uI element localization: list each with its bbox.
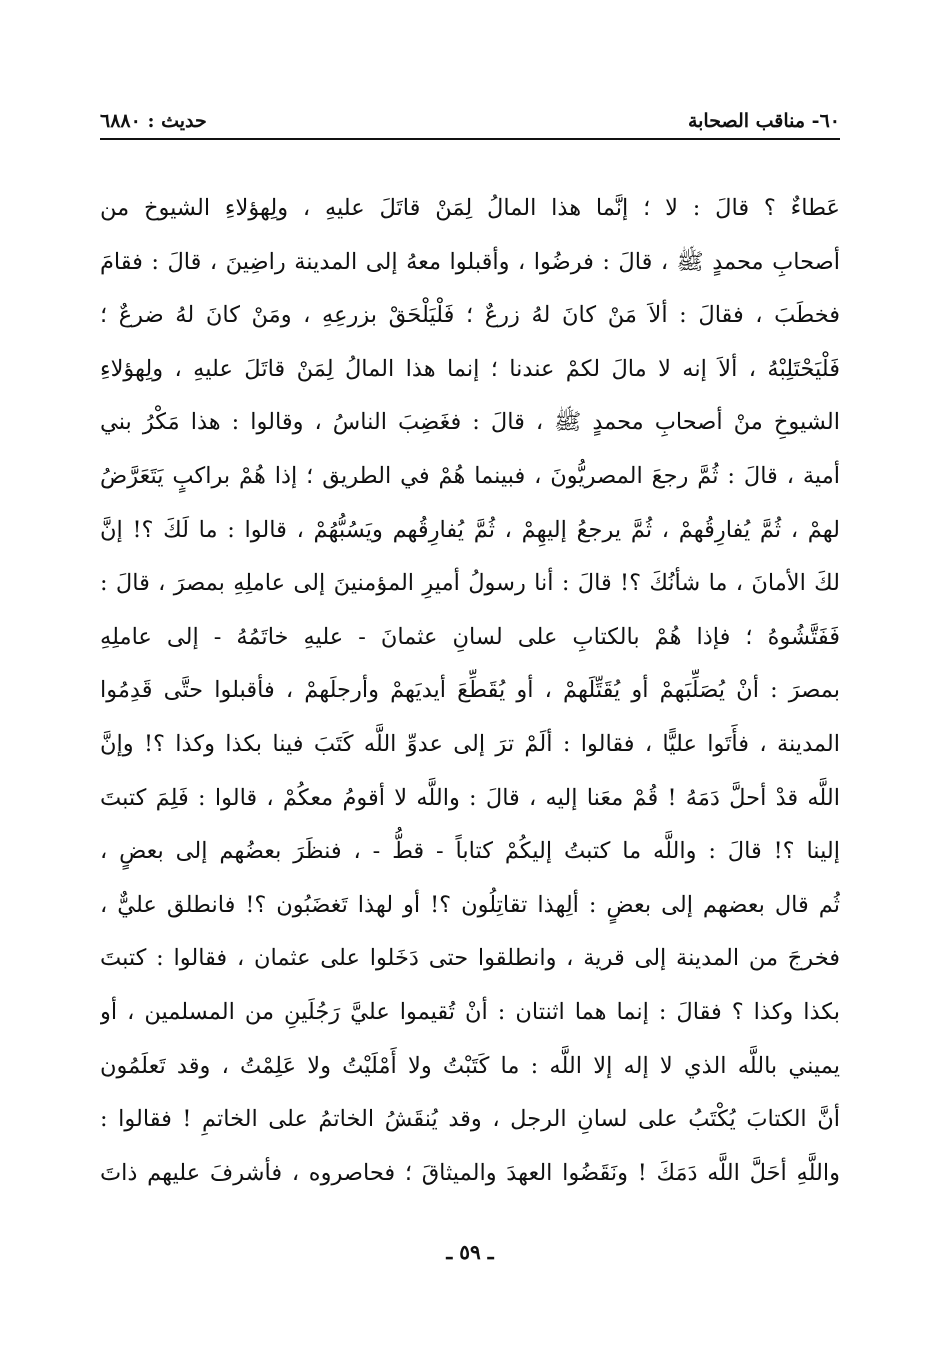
text-line: فخطَبَ ، فقالَ : ألاَ مَنْ كانَ لهُ زرعٌ ؛ فَلْيَلْحَقْ بزرعِهِ ، ومَنْ كانَ لهُ ضرعٌ ؛	[100, 302, 840, 329]
text-line: فَلْيَحْتَلِبْهُ ، ألاَ إنه لا مالَ لكمْ عندنا ؛ إنما هذا المالُ لِمَنْ قاتَلَ عليهِ ، ولِهؤلاءِ	[100, 355, 840, 382]
running-header	[100, 96, 840, 132]
text-line: لهمْ ، ثُمَّ يُفارِقُهمْ ، ثُمَّ يرجعُ إليهِمْ ، ثُمَّ يُفارِقُهم ويَسُبُّهُمْ ، قالوا : ما لَكَ ؟! إنَّ	[100, 516, 840, 543]
text-line: واللَّهِ أحَلَّ اللَّه دَمَكَ ! ونَقَضُوا العهدَ والميثاقَ ؛ فحاصروه ، فأشرفَ عليهم ذاتَ	[100, 1159, 840, 1186]
hadith-reference: حديث : ٦٨٨٠	[100, 110, 207, 132]
text-line: فَفَتَّشُوهُ ؛ فإذا هُمْ بالكتابِ على لسانِ عثمانَ - عليهِ خاتَمُهُ - إلى عاملِهِ	[100, 623, 840, 650]
text-line: الشيوخِ منْ أصحابِ محمدٍ ﷺ ، قالَ : فغَضِبَ الناسُ ، وقالوا : هذا مَكْرُ بني	[100, 409, 840, 436]
text-line: أمية ، قالَ : ثُمَّ رجعَ المصريُّونَ ، فبينما هُمْ في الطريق ؛ إذا هُمْ براكبٍ يَتَعَرَّضُ	[100, 462, 840, 489]
text-line: إلينا ؟! قالَ : واللَّه ما كتبتُ إليكُمْ كتاباً - قطُّ - ، فنظَرَ بعضُهم إلى بعضٍ ،	[100, 838, 840, 865]
body-text	[100, 182, 840, 1200]
text-line: أصحابِ محمدٍ ﷺ ، قالَ : فرضُوا ، وأقبلوا معهُ إلى المدينة راضِينَ ، قالَ : فقامَ	[100, 248, 840, 275]
text-line: اللَّه قدْ أحلَّ دَمَهُ ! قُمْ معَنا إليه ، قالَ : واللَّه لا أقومُ معكُمْ ، قالوا : فَلِمَ كتبتَ	[100, 784, 840, 811]
book-title: ٦٠- مناقب الصحابة	[687, 110, 840, 132]
text-line: أنَّ الكتابَ يُكْتَبُ على لسانِ الرجل ، وقد يُنقَشُ الخاتمُ على الخاتمِ ! فقالوا :	[100, 1106, 840, 1133]
page-number: ـ ٥٩ ـ	[446, 1240, 494, 1264]
text-line: يميني باللَّه الذي لا إله إلا اللَّه : ما كَتَبْتُ ولا أَمْلَيْتُ ولا عَلِمْتُ ، وقد تَعلَمُون	[100, 1052, 840, 1079]
text-line: بمصرَ : أنْ يُصَلِّبَهمْ أو يُقَتِّلَهمْ ، أو يُقَطِّعَ أيديَهمْ وأرجلَهمْ ، فأقبلوا حتَّى قَدِمُوا	[100, 677, 840, 704]
text-line: بكذا وكذا ؟ فقالَ : إنما هما اثنتان : أنْ تُقيموا عليَّ رَجُلَينِ من المسلمين ، أو	[100, 998, 840, 1025]
header-divider	[100, 138, 840, 140]
text-line: لكَ الأمانَ ، ما شأنُكَ ؟! قالَ : أنا رسولُ أميرِ المؤمنينَ إلى عاملِهِ بمصرَ ، قالَ :	[100, 570, 840, 597]
text-line: المدينة ، فأَتَوا عليًّا ، فقالوا : ألَمْ ترَ إلى عدوِّ اللَّه كَتَبَ فينا بكذا وكذا ؟! وإنَّ	[100, 730, 840, 757]
text-line: ثُم قال بعضهم إلى بعضٍ : ألِهذا تقاتِلُون ؟! أو لهذا تَغضَبُون ؟! فانطلق عليٌّ ،	[100, 891, 840, 918]
text-line: عَطاءٌ ؟ قالَ : لا ؛ إنَّما هذا المالُ لِمَنْ قاتَلَ عليهِ ، ولِهؤلاءِ الشيوخ من	[100, 195, 840, 221]
text-line: فخرجَ من المدينة إلى قرية ، وانطلقوا حتى دَخَلوا على عثمان ، فقالوا : كتبتَ	[100, 945, 840, 972]
